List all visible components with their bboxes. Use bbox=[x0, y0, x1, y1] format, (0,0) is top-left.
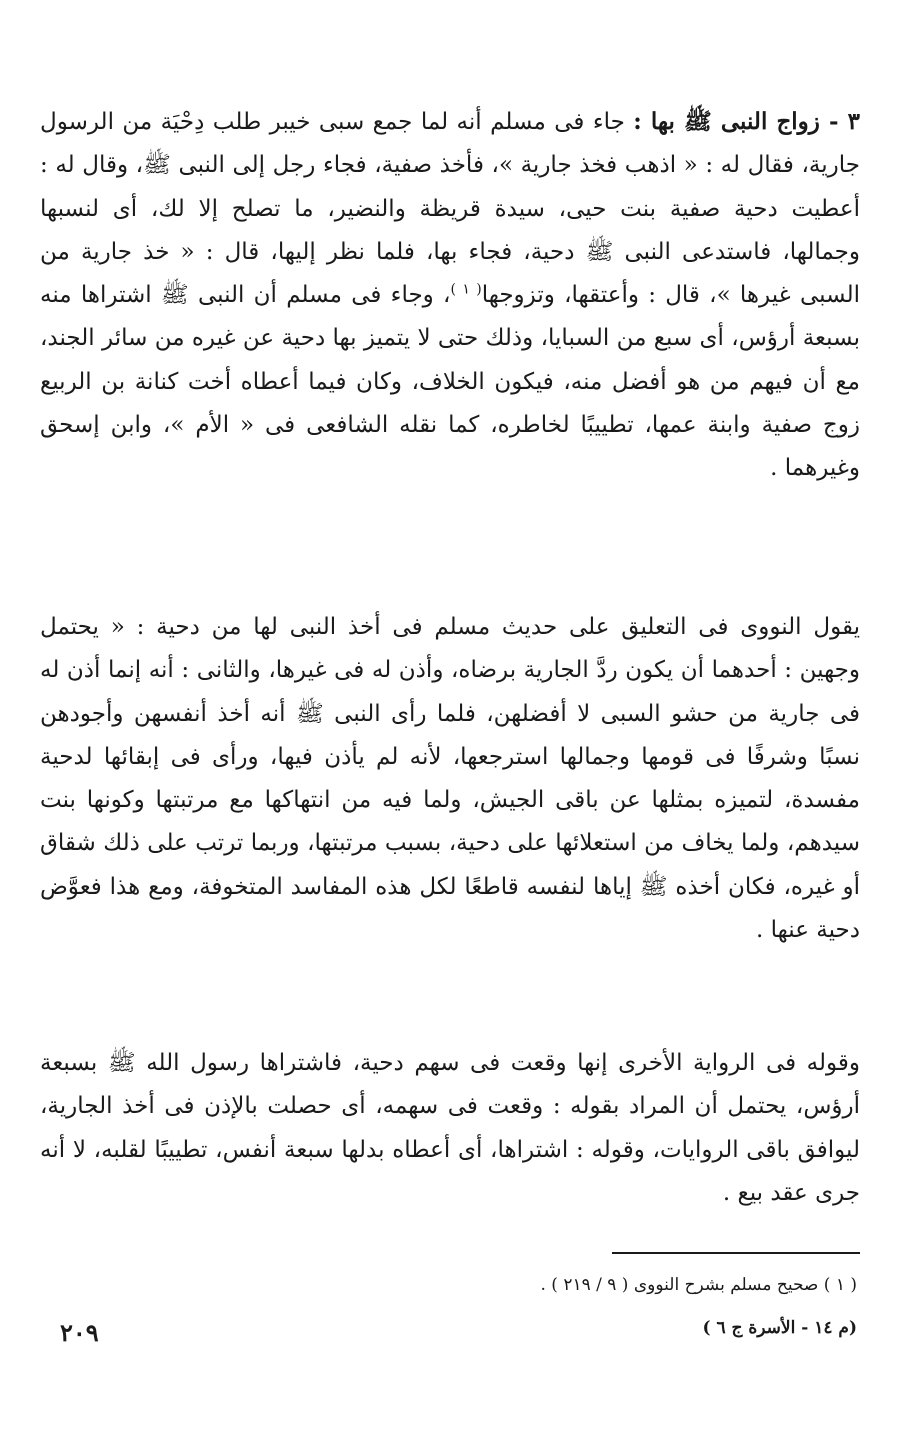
footnote-divider bbox=[612, 1252, 860, 1254]
paragraph-text: ، وجاء فى مسلم أن النبى ﷺ اشتراها منه بسبعة أرؤس، أى سبع من السبايا، وذلك حتى لا يتميز بها دحية عن غيره من سائر الجند، مع أن فيهم من هو أفضل منه، فيكون الخلاف، وكان فيما أعطاه أخت كنانة بن الربيع زوج صفية وابنة عمها، تطييبًا لخاطره، كما نقله الشافعى فى « الأم »، وابن إسحق وغيرهما . bbox=[40, 282, 860, 482]
footnote: ( ١ ) صحيح مسلم بشرح النووى ( ٩ / ٢١٩ ) . bbox=[540, 1275, 857, 1295]
paragraph-other-narration: وقوله فى الرواية الأخرى إنها وقعت فى سهم دحية، فاشتراها رسول الله ﷺ بسبعة أرؤس، يحتمل أن المراد بقوله : وقعت فى سهمه، أى حصلت بالإذن فى أخذ الجارية، ليوافق باقى الروايات، وقوله : اشتراها، أى أعطاه بدلها سبعة أنفس، تطييبًا لقلبه، لا أنه جرى عقد بيع . bbox=[40, 1050, 860, 1206]
print-signature: (م ١٤ - الأسرة ج ٦ ) bbox=[702, 1318, 857, 1338]
paragraph-nawawi-comment: يقول النووى فى التعليق على حديث مسلم فى أخذ النبى لها من دحية : « يحتمل وجهين : أحدهما أن يكون ردَّ الجارية برضاه، وأذن له فى غيرها، والثانى : أنه إنما أذن له فى جارية من حشو السبى لا أفضلهن، فلما رأى النبى ﷺ أنه أخذ أنفسهن وأجودهن نسبًا وشرفًا فى قومها وجمالها استرجعها، لأنه لم يأذن فيها، ورأى فى إبقائها لدحية مفسدة، لتميزه بمثلها عن باقى الجيش، ولما فيه من انتهاكها مع مرتبتها وكونها بنت سيدهم، ولما يخاف من استعلائها على دحية، بسبب مرتبتها، وربما ترتب على ذلك شقاق أو غيره، فكان أخذه ﷺ إياها لنفسه قاطعًا لكل هذه المفاسد المتخوفة، ومع هذا فعوَّض دحية عنها . bbox=[40, 614, 860, 944]
footnote-reference[interactable]: ( ١ ) bbox=[450, 281, 482, 298]
section-heading: ٣ - زواج النبى ﷺ بها : bbox=[633, 108, 861, 135]
paragraph-text: جاء فى مسلم أنه لما جمع سبى خيبر طلب دِحْيَة من الرسول جارية، فقال له : « اذهب فخذ جارية »، فأخذ صفية، فجاء رجل إلى النبى ﷺ، وقال له : أعطيت دحية صفية بنت حيى، سيدة قريظة والنضير، ما تصلح إلا لك، أى لنسبها وجمالها، فاستدعى النبى ﷺ دحية، فجاء بها، فلما نظر إليها، قال : « خذ جارية من السبى غيرها »، قال : وأعتقها، وتزوجها bbox=[40, 109, 860, 309]
page-number: ٢٠٩ bbox=[60, 1318, 99, 1347]
paragraph-marriage bbox=[40, 100, 860, 491]
